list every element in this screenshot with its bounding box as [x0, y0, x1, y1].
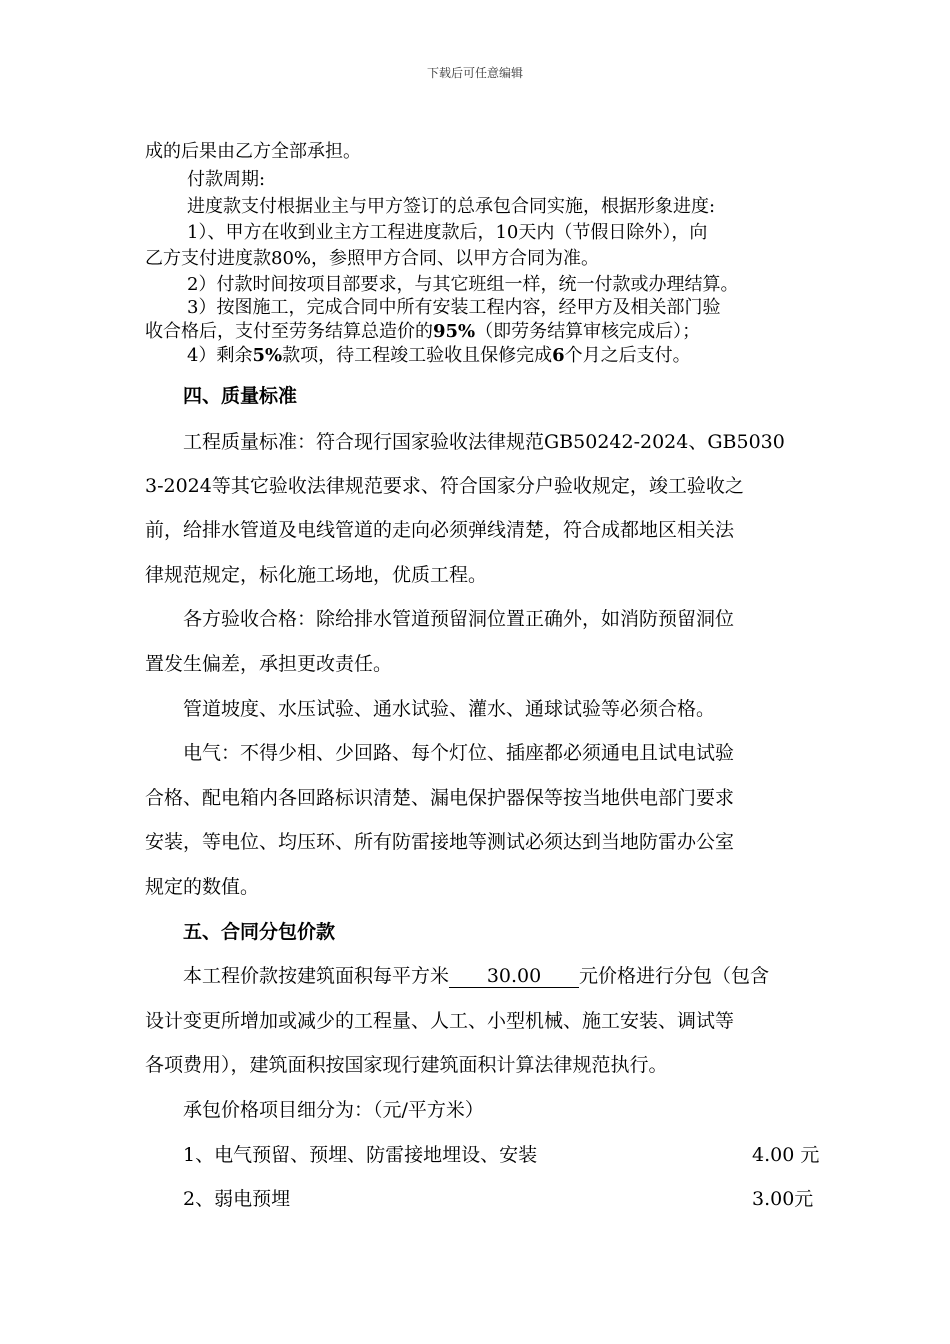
price-p1-line-1: [183, 964, 769, 988]
quality-p1-line-2: 3-2024等其它验收法律规范要求、符合国家分户验收规定，竣工验收之: [145, 475, 744, 497]
payment-line-3: 进度款支付根据业主与甲方签订的总承包合同实施，根据形象进度:: [187, 196, 716, 217]
page-header-note: 下载后可任意编辑: [426, 66, 523, 80]
price-item-1-label: 1、电气预留、预埋、防雷接地埋设、安装: [183, 1144, 538, 1166]
quality-p2-line-2: 置发生偏差，承担更改责任。: [145, 653, 393, 675]
price-heading: 五、合同分包价款: [183, 921, 336, 943]
quality-p1-line-4: 律规范规定，标化施工场地，优质工程。: [145, 564, 488, 586]
payment-item-3-text-a: 收合格后，支付至劳务结算总造价的: [145, 321, 433, 342]
payment-cycle-label: 付款周期:: [187, 169, 266, 190]
price-item-2-amount: 3.00元: [752, 1188, 814, 1210]
payment-item-4-text-a: 4）剩余: [187, 345, 253, 366]
price-p1-text-a: 本工程价款按建筑面积每平方米: [183, 965, 450, 987]
payment-item-3-percent: 95%: [433, 321, 476, 342]
quality-p4-line-1: 电气：不得少相、少回路、每个灯位、插座都必须通电且试电试验: [183, 742, 735, 764]
payment-line-1: 成的后果由乙方全部承担。: [145, 141, 361, 162]
quality-p1-line-1: 工程质量标准：符合现行国家验收法律规范GB50242-2024、GB5030: [183, 431, 785, 453]
price-item-2-label: 2、弱电预埋: [183, 1188, 291, 1210]
payment-item-4: [187, 344, 691, 368]
price-items-intro: 承包价格项目细分为：（元/平方米）: [183, 1099, 484, 1121]
payment-item-2: 2）付款时间按项目部要求，与其它班组一样，统一付款或办理结算。: [187, 274, 739, 295]
quality-p3: 管道坡度、水压试验、通水试验、灌水、通球试验等必须合格。: [183, 698, 716, 720]
payment-item-3: 3）按图施工，完成合同中所有安装工程内容，经甲方及相关部门验: [187, 297, 721, 318]
quality-p4-line-4: 规定的数值。: [145, 876, 260, 898]
payment-item-4-text-b: 款项，待工程竣工验收且保修完成: [282, 345, 553, 366]
quality-p1-line-3: 前，给排水管道及电线管道的走向必须弹线清楚，符合成都地区相关法: [145, 519, 735, 541]
payment-item-3-text-b: （即劳务结算审核完成后）；: [475, 321, 701, 342]
price-p1-line-3: 各项费用），建筑面积按国家现行建筑面积计算法律规范执行。: [145, 1054, 668, 1076]
quality-p4-line-3: 安装，等电位、均压环、所有防雷接地等测试必须达到当地防雷办公室: [145, 831, 735, 853]
price-per-sqm-value: 30.00: [449, 965, 579, 988]
price-item-1-amount: 4.00 元: [752, 1144, 820, 1166]
payment-item-3-cont: [145, 320, 700, 344]
quality-p2-line-1: 各方验收合格：除给排水管道预留洞位置正确外，如消防预留洞位: [183, 608, 735, 630]
payment-item-4-months: 6: [552, 345, 565, 366]
price-p1-line-2: 设计变更所增加或减少的工程量、人工、小型机械、施工安装、调试等: [145, 1010, 735, 1032]
payment-item-1-cont: 乙方支付进度款80%，参照甲方合同、以甲方合同为准。: [145, 248, 600, 269]
payment-item-4-percent: 5%: [252, 345, 283, 366]
quality-heading: 四、质量标准: [183, 385, 298, 407]
payment-item-4-text-c: 个月之后支付。: [564, 345, 691, 366]
payment-item-1: 1）、甲方在收到业主方工程进度款后，10天内（节假日除外），向: [187, 222, 708, 243]
quality-p4-line-2: 合格、配电箱内各回路标识清楚、漏电保护器保等按当地供电部门要求: [145, 787, 735, 809]
price-p1-text-b: 元价格进行分包（包含: [579, 965, 770, 987]
